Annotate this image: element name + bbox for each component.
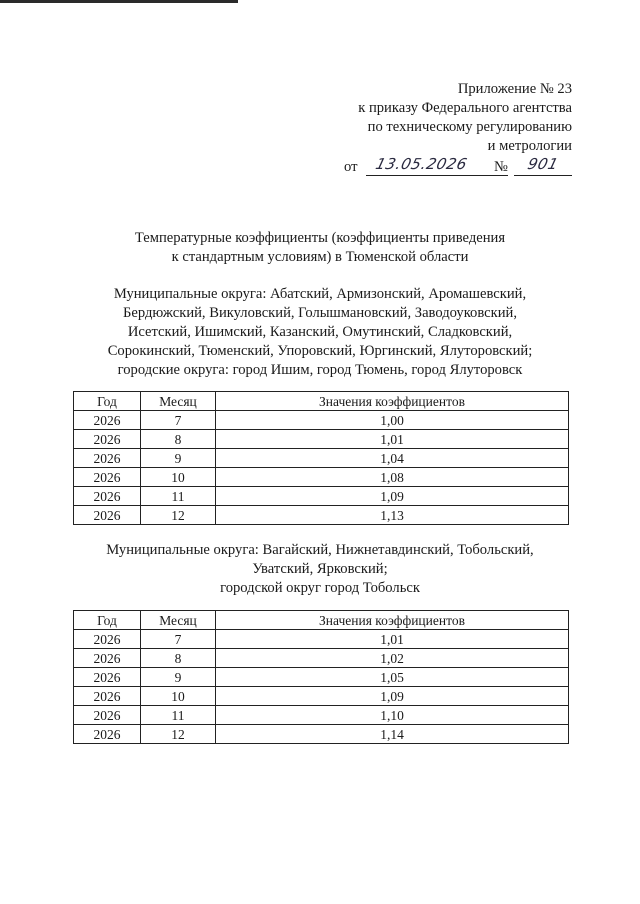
cell-month: 11 (141, 706, 216, 725)
document-title (0, 229, 640, 267)
header-value: Значения коэффициентов (216, 611, 569, 630)
coefficients-table-2 (73, 610, 569, 744)
cell-month: 10 (141, 687, 216, 706)
cell-value: 1,09 (216, 487, 569, 506)
cell-year: 2026 (74, 668, 141, 687)
date-prefix: от (344, 159, 358, 175)
table-row (74, 487, 569, 506)
header-line: Приложение № 23 (457, 81, 572, 97)
table-row (74, 687, 569, 706)
date-field (366, 155, 508, 176)
scan-edge-mark (0, 0, 238, 3)
cell-value: 1,00 (216, 411, 569, 430)
cell-value: 1,13 (216, 506, 569, 525)
table-row (74, 411, 569, 430)
cell-value: 1,04 (216, 449, 569, 468)
handwritten-number: 901 (525, 155, 561, 173)
cell-value: 1,01 (216, 430, 569, 449)
description-line: Бердюжский, Викуловский, Голышмановский, Заводоуковский, (123, 305, 517, 321)
description-line: Муниципальные округа: Абатский, Армизонский, Аромашевский, (113, 286, 527, 302)
cell-year: 2026 (74, 487, 141, 506)
cell-month: 8 (141, 649, 216, 668)
table-row (74, 725, 569, 744)
table-row (74, 468, 569, 487)
table-row (74, 668, 569, 687)
cell-value: 1,14 (216, 725, 569, 744)
header-line: и метрологии (487, 138, 572, 154)
cell-year: 2026 (74, 649, 141, 668)
cell-month: 7 (141, 411, 216, 430)
cell-month: 9 (141, 449, 216, 468)
description-line: Сорокинский, Тюменский, Упоровский, Юргинский, Ялуторовский; (107, 343, 533, 359)
cell-value: 1,09 (216, 687, 569, 706)
table-header-row (74, 611, 569, 630)
cell-month: 10 (141, 468, 216, 487)
cell-month: 8 (141, 430, 216, 449)
cell-month: 7 (141, 630, 216, 649)
table-row (74, 630, 569, 649)
cell-month: 9 (141, 668, 216, 687)
cell-value: 1,08 (216, 468, 569, 487)
cell-month: 12 (141, 506, 216, 525)
cell-year: 2026 (74, 506, 141, 525)
cell-year: 2026 (74, 706, 141, 725)
number-field (514, 155, 572, 176)
description-line: городские округа: город Ишим, город Тюмень, город Ялуторовск (117, 362, 523, 378)
cell-year: 2026 (74, 630, 141, 649)
header-year: Год (74, 611, 141, 630)
description-line: городской округ город Тобольск (220, 580, 420, 596)
description-line: Исетский, Ишимский, Казанский, Омутинский, Сладковский, (127, 324, 513, 340)
header-line: по техническому регулированию (367, 119, 572, 135)
table-row (74, 506, 569, 525)
header-year: Год (74, 392, 141, 411)
order-date-number-line (344, 155, 572, 177)
table-row (74, 449, 569, 468)
table-row (74, 706, 569, 725)
description-line: Муниципальные округа: Вагайский, Нижнетавдинский, Тобольский, (106, 542, 534, 558)
table-row (74, 649, 569, 668)
header-line: к приказу Федерального агентства (358, 100, 572, 116)
header-month: Месяц (141, 611, 216, 630)
table-header-row (74, 392, 569, 411)
table-row (74, 430, 569, 449)
cell-year: 2026 (74, 411, 141, 430)
cell-month: 12 (141, 725, 216, 744)
cell-value: 1,05 (216, 668, 569, 687)
cell-month: 11 (141, 487, 216, 506)
title-line: Температурные коэффициенты (коэффициенты приведения (134, 230, 506, 246)
cell-value: 1,10 (216, 706, 569, 725)
group-1-description (0, 285, 640, 380)
cell-value: 1,02 (216, 649, 569, 668)
header-value: Значения коэффициентов (216, 392, 569, 411)
cell-year: 2026 (74, 449, 141, 468)
cell-year: 2026 (74, 468, 141, 487)
appendix-header (358, 80, 572, 156)
handwritten-date: 13.05.2026 (373, 155, 470, 173)
group-2-description (0, 541, 640, 598)
cell-year: 2026 (74, 687, 141, 706)
title-line: к стандартным условиям) в Тюменской области (171, 249, 469, 265)
description-line: Уватский, Ярковский; (252, 561, 388, 577)
cell-value: 1,01 (216, 630, 569, 649)
header-month: Месяц (141, 392, 216, 411)
cell-year: 2026 (74, 725, 141, 744)
cell-year: 2026 (74, 430, 141, 449)
coefficients-table-1 (73, 391, 569, 525)
number-prefix: № (494, 159, 508, 175)
